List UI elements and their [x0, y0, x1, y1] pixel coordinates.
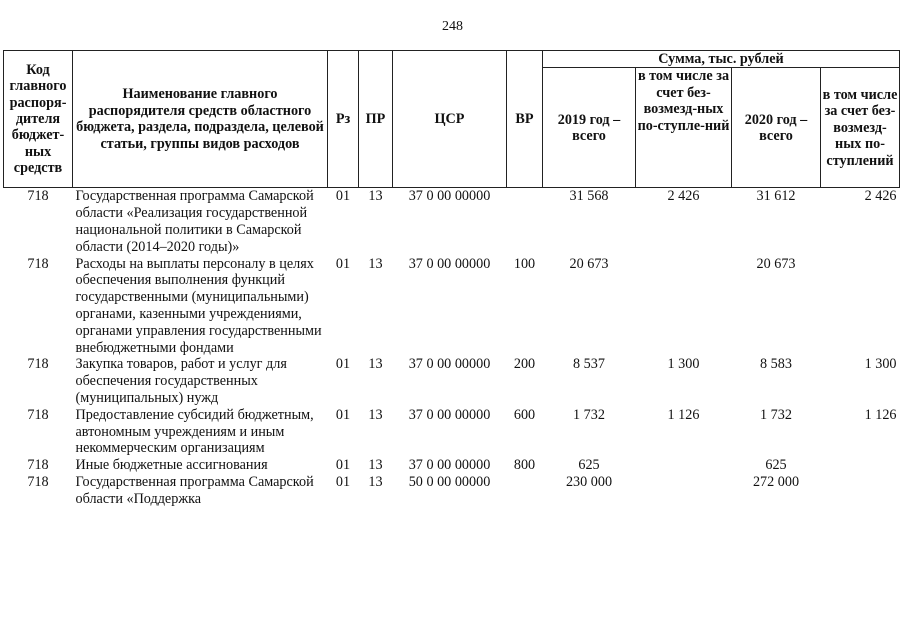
cell-2019-free — [636, 474, 732, 508]
cell-rz: 01 — [335, 188, 351, 205]
table-row — [4, 356, 900, 406]
budget-table — [3, 50, 900, 508]
cell-pr: 13 — [368, 457, 383, 474]
cell-2019-free: 1 126 — [667, 406, 700, 423]
cell-2019-free — [636, 457, 732, 474]
cell-name: Иные бюджетные ассигнования — [75, 457, 268, 474]
cell-2019-total: 20 673 — [569, 255, 609, 272]
cell-name: Закупка товаров, работ и услуг для обеспечения государственных (муниципальных) нужд — [75, 356, 287, 406]
cell-name: Государственная программа Самарской области «Реализация государственной национальной политики в Самарской области (2014–2020 годы)» — [75, 188, 314, 255]
cell-pr: 13 — [368, 406, 383, 423]
cell-2020-total: 31 612 — [756, 188, 796, 205]
header-sum: Сумма, тыс. рублей — [543, 51, 900, 68]
header-2020-free: в том числе за счет без-возмезд-ных по-ступлений — [821, 68, 900, 188]
table-row — [4, 474, 900, 508]
cell-2019-total: 230 000 — [565, 473, 613, 490]
table-row — [4, 188, 900, 256]
cell-2019-free — [636, 256, 732, 357]
cell-csr: 37 0 00 00000 — [408, 255, 491, 272]
cell-2020-total: 20 673 — [756, 255, 796, 272]
cell-rz: 01 — [335, 356, 351, 373]
cell-2020-total: 272 000 — [752, 473, 800, 490]
cell-rz: 01 — [335, 406, 351, 423]
cell-2020-total: 8 583 — [760, 356, 792, 373]
cell-name: Расходы на выплаты персоналу в целях обеспечения выполнения функций государственными (муниципальными) органами, казенными учреждениями, органами управления государственными внебюджетными фондами — [75, 255, 322, 356]
cell-name: Предоставление субсидий бюджетным, автономным учреждениям и иным некоммерческим организациям — [75, 406, 314, 457]
cell-code: 718 — [27, 356, 49, 373]
header-pr: ПР — [359, 51, 393, 188]
cell-pr: 13 — [368, 255, 383, 272]
cell-vr — [507, 188, 543, 256]
cell-pr: 13 — [368, 356, 383, 373]
table-row — [4, 407, 900, 457]
cell-2020-total: 625 — [765, 457, 787, 474]
cell-2020-free — [821, 457, 900, 474]
cell-csr: 37 0 00 00000 — [408, 457, 491, 474]
table-row — [4, 457, 900, 474]
cell-2019-total: 8 537 — [573, 356, 605, 373]
table-body — [4, 188, 900, 508]
cell-2019-total: 1 732 — [573, 406, 605, 423]
table-row — [4, 256, 900, 357]
cell-2020-free: 2 426 — [864, 188, 897, 205]
cell-2020-free: 1 126 — [864, 406, 897, 423]
cell-2020-free: 1 300 — [864, 356, 897, 373]
cell-vr: 800 — [513, 457, 536, 474]
cell-2020-free — [821, 256, 900, 357]
cell-csr: 50 0 00 00000 — [408, 473, 491, 490]
cell-2020-free — [821, 474, 900, 508]
cell-pr: 13 — [368, 188, 383, 205]
cell-vr — [507, 474, 543, 508]
cell-2019-total: 625 — [578, 457, 600, 474]
cell-rz: 01 — [335, 473, 351, 490]
cell-csr: 37 0 00 00000 — [408, 188, 491, 205]
cell-rz: 01 — [335, 457, 351, 474]
header-code: Код главного распоря-дителя бюджет-ных средств — [4, 51, 73, 188]
header-csr: ЦСР — [393, 51, 507, 188]
page-number: 248 — [442, 19, 463, 34]
header-rz: Рз — [328, 51, 359, 188]
cell-2019-free: 2 426 — [667, 188, 700, 205]
table-header — [4, 51, 900, 188]
header-2020-total: 2020 год – всего — [732, 68, 821, 188]
header-vr: ВР — [507, 51, 543, 188]
header-2019-free: в том числе за счет без-возмезд-ных по-ступле-ний — [636, 68, 732, 188]
cell-name: Государственная программа Самарской области «Поддержка — [75, 473, 314, 507]
cell-rz: 01 — [335, 255, 351, 272]
cell-csr: 37 0 00 00000 — [408, 356, 491, 373]
header-name: Наименование главного распорядителя средств областного бюджета, раздела, подраздела, целевой статьи, группы видов расходов — [73, 51, 328, 188]
cell-csr: 37 0 00 00000 — [408, 406, 491, 423]
cell-vr: 100 — [513, 255, 536, 272]
cell-code: 718 — [27, 406, 49, 423]
cell-code: 718 — [27, 255, 49, 272]
cell-code: 718 — [27, 473, 49, 490]
cell-2020-total: 1 732 — [760, 406, 792, 423]
header-2019-total: 2019 год – всего — [543, 68, 636, 188]
cell-code: 718 — [27, 188, 49, 205]
cell-vr: 200 — [513, 356, 536, 373]
cell-2019-total: 31 568 — [569, 188, 609, 205]
cell-vr: 600 — [513, 406, 536, 423]
cell-2019-free: 1 300 — [667, 356, 700, 373]
cell-code: 718 — [27, 457, 49, 474]
cell-pr: 13 — [368, 473, 383, 490]
